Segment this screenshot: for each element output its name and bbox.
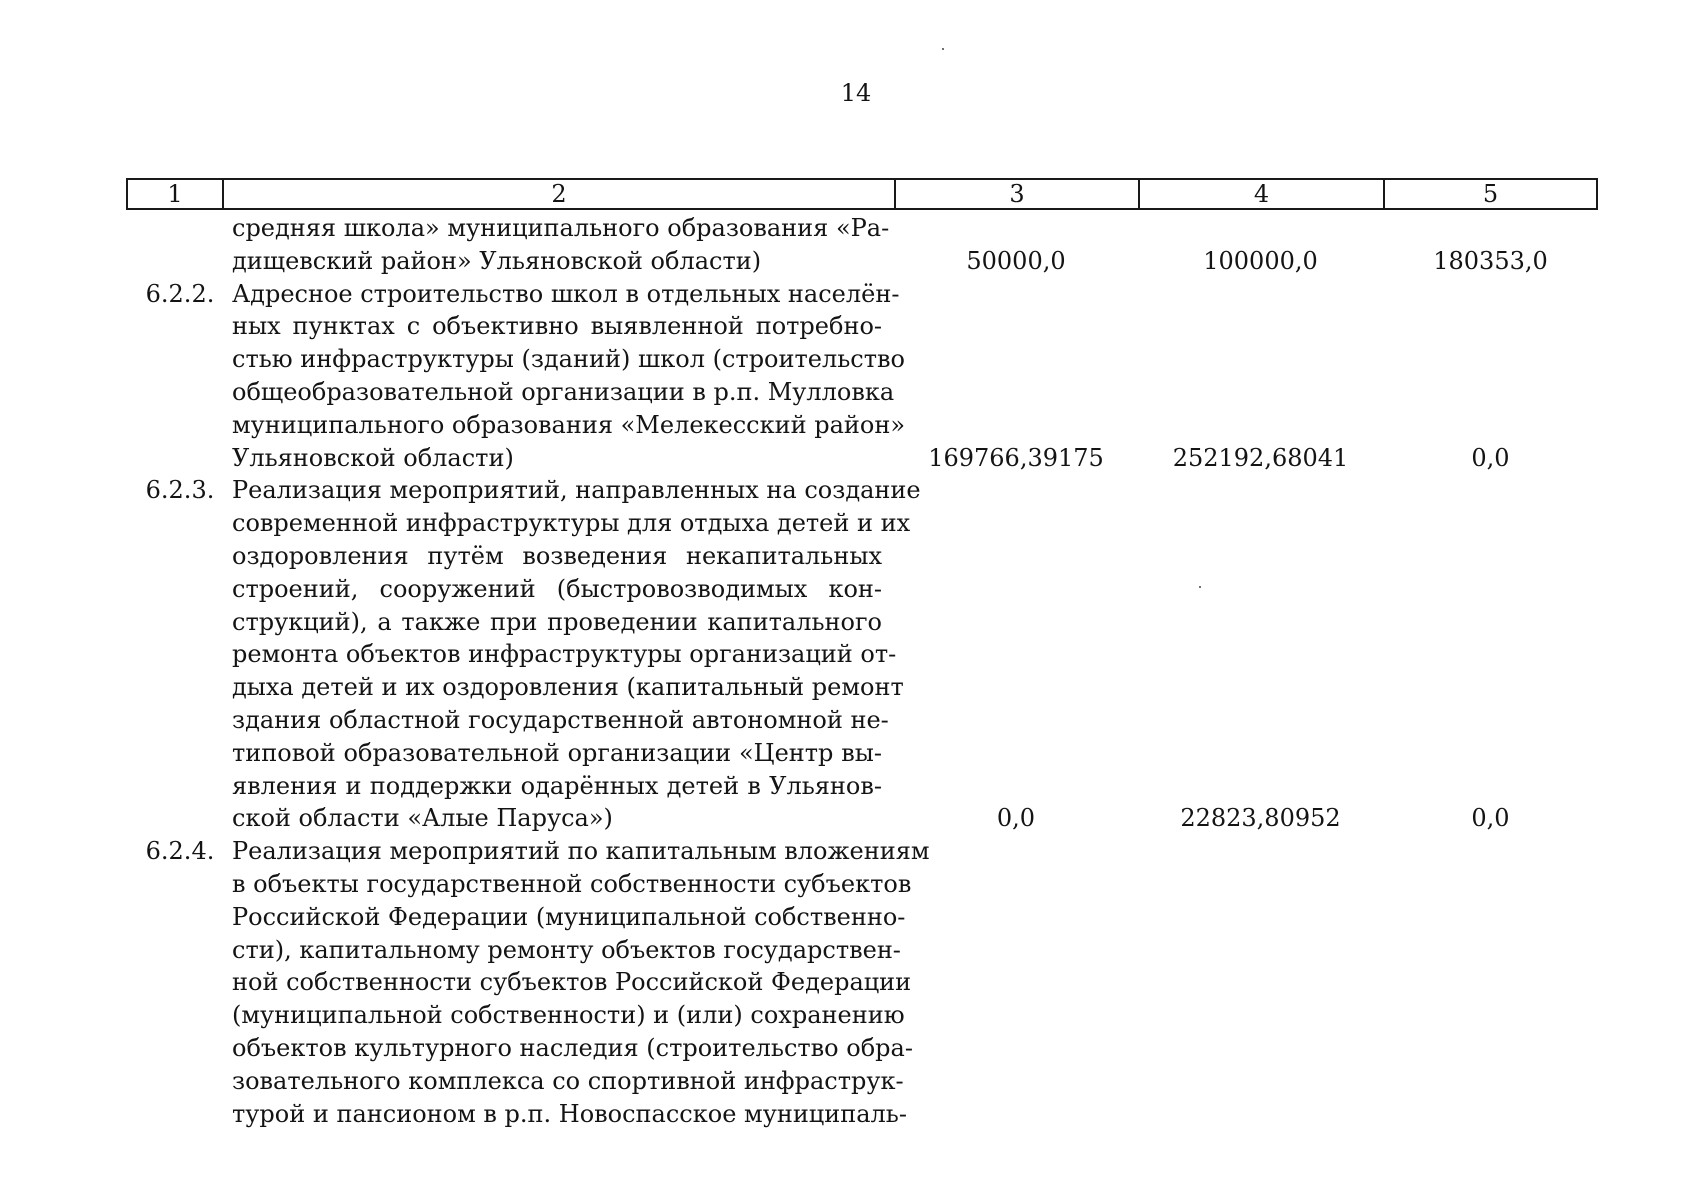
- value-column-5: 0,0: [1471, 443, 1510, 472]
- description-line: ской области «Алые Паруса»): [232, 804, 613, 833]
- column-header-4: 4: [1140, 180, 1385, 208]
- row-description: [222, 835, 930, 1130]
- description-line: Реализация мероприятий по капитальным вложениям: [232, 837, 930, 866]
- row-number: 6.2.3.: [145, 476, 215, 505]
- description-line: современной инфраструктуры для отдыха детей и их: [232, 509, 911, 538]
- description-line: Реализация мероприятий, направленных на создание: [232, 476, 921, 505]
- description-line: явления и поддержки одарённых детей в Ульянов-: [232, 771, 882, 800]
- row-number: 6.2.2.: [145, 279, 215, 308]
- page-number: 14: [840, 79, 872, 107]
- description-line: ной собственности субъектов Российской Федерации: [232, 968, 912, 997]
- description-line: здания областной государственной автономной не-: [232, 705, 889, 734]
- value-column-3: 50000,0: [966, 246, 1066, 275]
- description-line: зовательного комплекса со спортивной инфраструк-: [232, 1066, 904, 1095]
- column-header-row: [126, 178, 1598, 210]
- value-column-3: 169766,39175: [928, 443, 1104, 472]
- description-line: строений, сооружений (быстровозводимых кон-: [232, 574, 882, 603]
- value-column-3: 0,0: [996, 804, 1036, 833]
- row-number: 6.2.4.: [145, 837, 215, 866]
- column-header-3: 3: [896, 180, 1140, 208]
- row-description: [222, 278, 906, 475]
- row-description: [222, 212, 894, 278]
- description-line: Российской Федерации (муниципальной собственно-: [232, 902, 906, 931]
- description-line: объектов культурного наследия (строительство обра-: [232, 1033, 913, 1062]
- value-column-5: 180353,0: [1433, 246, 1548, 275]
- description-line: общеобразовательной организации в р.п. Мулловка: [232, 377, 895, 406]
- column-header-1: 1: [128, 180, 224, 208]
- description-line: ремонта объектов инфраструктуры организаций от-: [232, 640, 897, 669]
- description-line: в объекты государственной собственности субъектов: [232, 869, 912, 898]
- description-line: дищевский район» Ульяновской области): [232, 246, 762, 275]
- value-column-5: 0,0: [1471, 804, 1510, 833]
- description-line: Ульяновской области): [232, 443, 514, 472]
- scan-speck: [942, 48, 944, 50]
- table-row: [126, 835, 1598, 1130]
- description-line: турой и пансионом в р.п. Новоспасское муниципаль-: [232, 1099, 907, 1128]
- description-line: оздоровления путём возведения некапитальных: [232, 541, 882, 570]
- description-line: стью инфраструктуры (зданий) школ (строительство: [232, 345, 905, 374]
- table-row: [126, 474, 1598, 835]
- table-row: [126, 212, 1598, 278]
- table-row: [126, 278, 1598, 475]
- column-header-5: 5: [1482, 180, 1499, 208]
- column-header-2: 2: [224, 180, 896, 208]
- value-column-4: 22823,80952: [1180, 804, 1341, 833]
- description-line: струкций), а также при проведении капитального: [232, 607, 882, 636]
- value-column-4: 252192,68041: [1172, 443, 1349, 472]
- description-line: дыха детей и их оздоровления (капитальный ремонт: [232, 673, 904, 702]
- value-column-4: 100000,0: [1203, 246, 1318, 275]
- description-line: муниципального образования «Мелекесский район»: [232, 410, 906, 439]
- row-description: [222, 474, 921, 835]
- description-line: средняя школа» муниципального образования «Ра-: [232, 214, 890, 242]
- description-line: Адресное строительство школ в отдельных населён-: [232, 279, 900, 308]
- description-line: ных пунктах с объективно выявленной потребно-: [232, 312, 882, 341]
- table-body: [126, 212, 1598, 1130]
- description-line: (муниципальной собственности) и (или) сохранению: [232, 1001, 905, 1030]
- description-line: сти), капитальному ремонту объектов государствен-: [232, 935, 901, 964]
- description-line: типовой образовательной организации «Центр вы-: [232, 738, 882, 767]
